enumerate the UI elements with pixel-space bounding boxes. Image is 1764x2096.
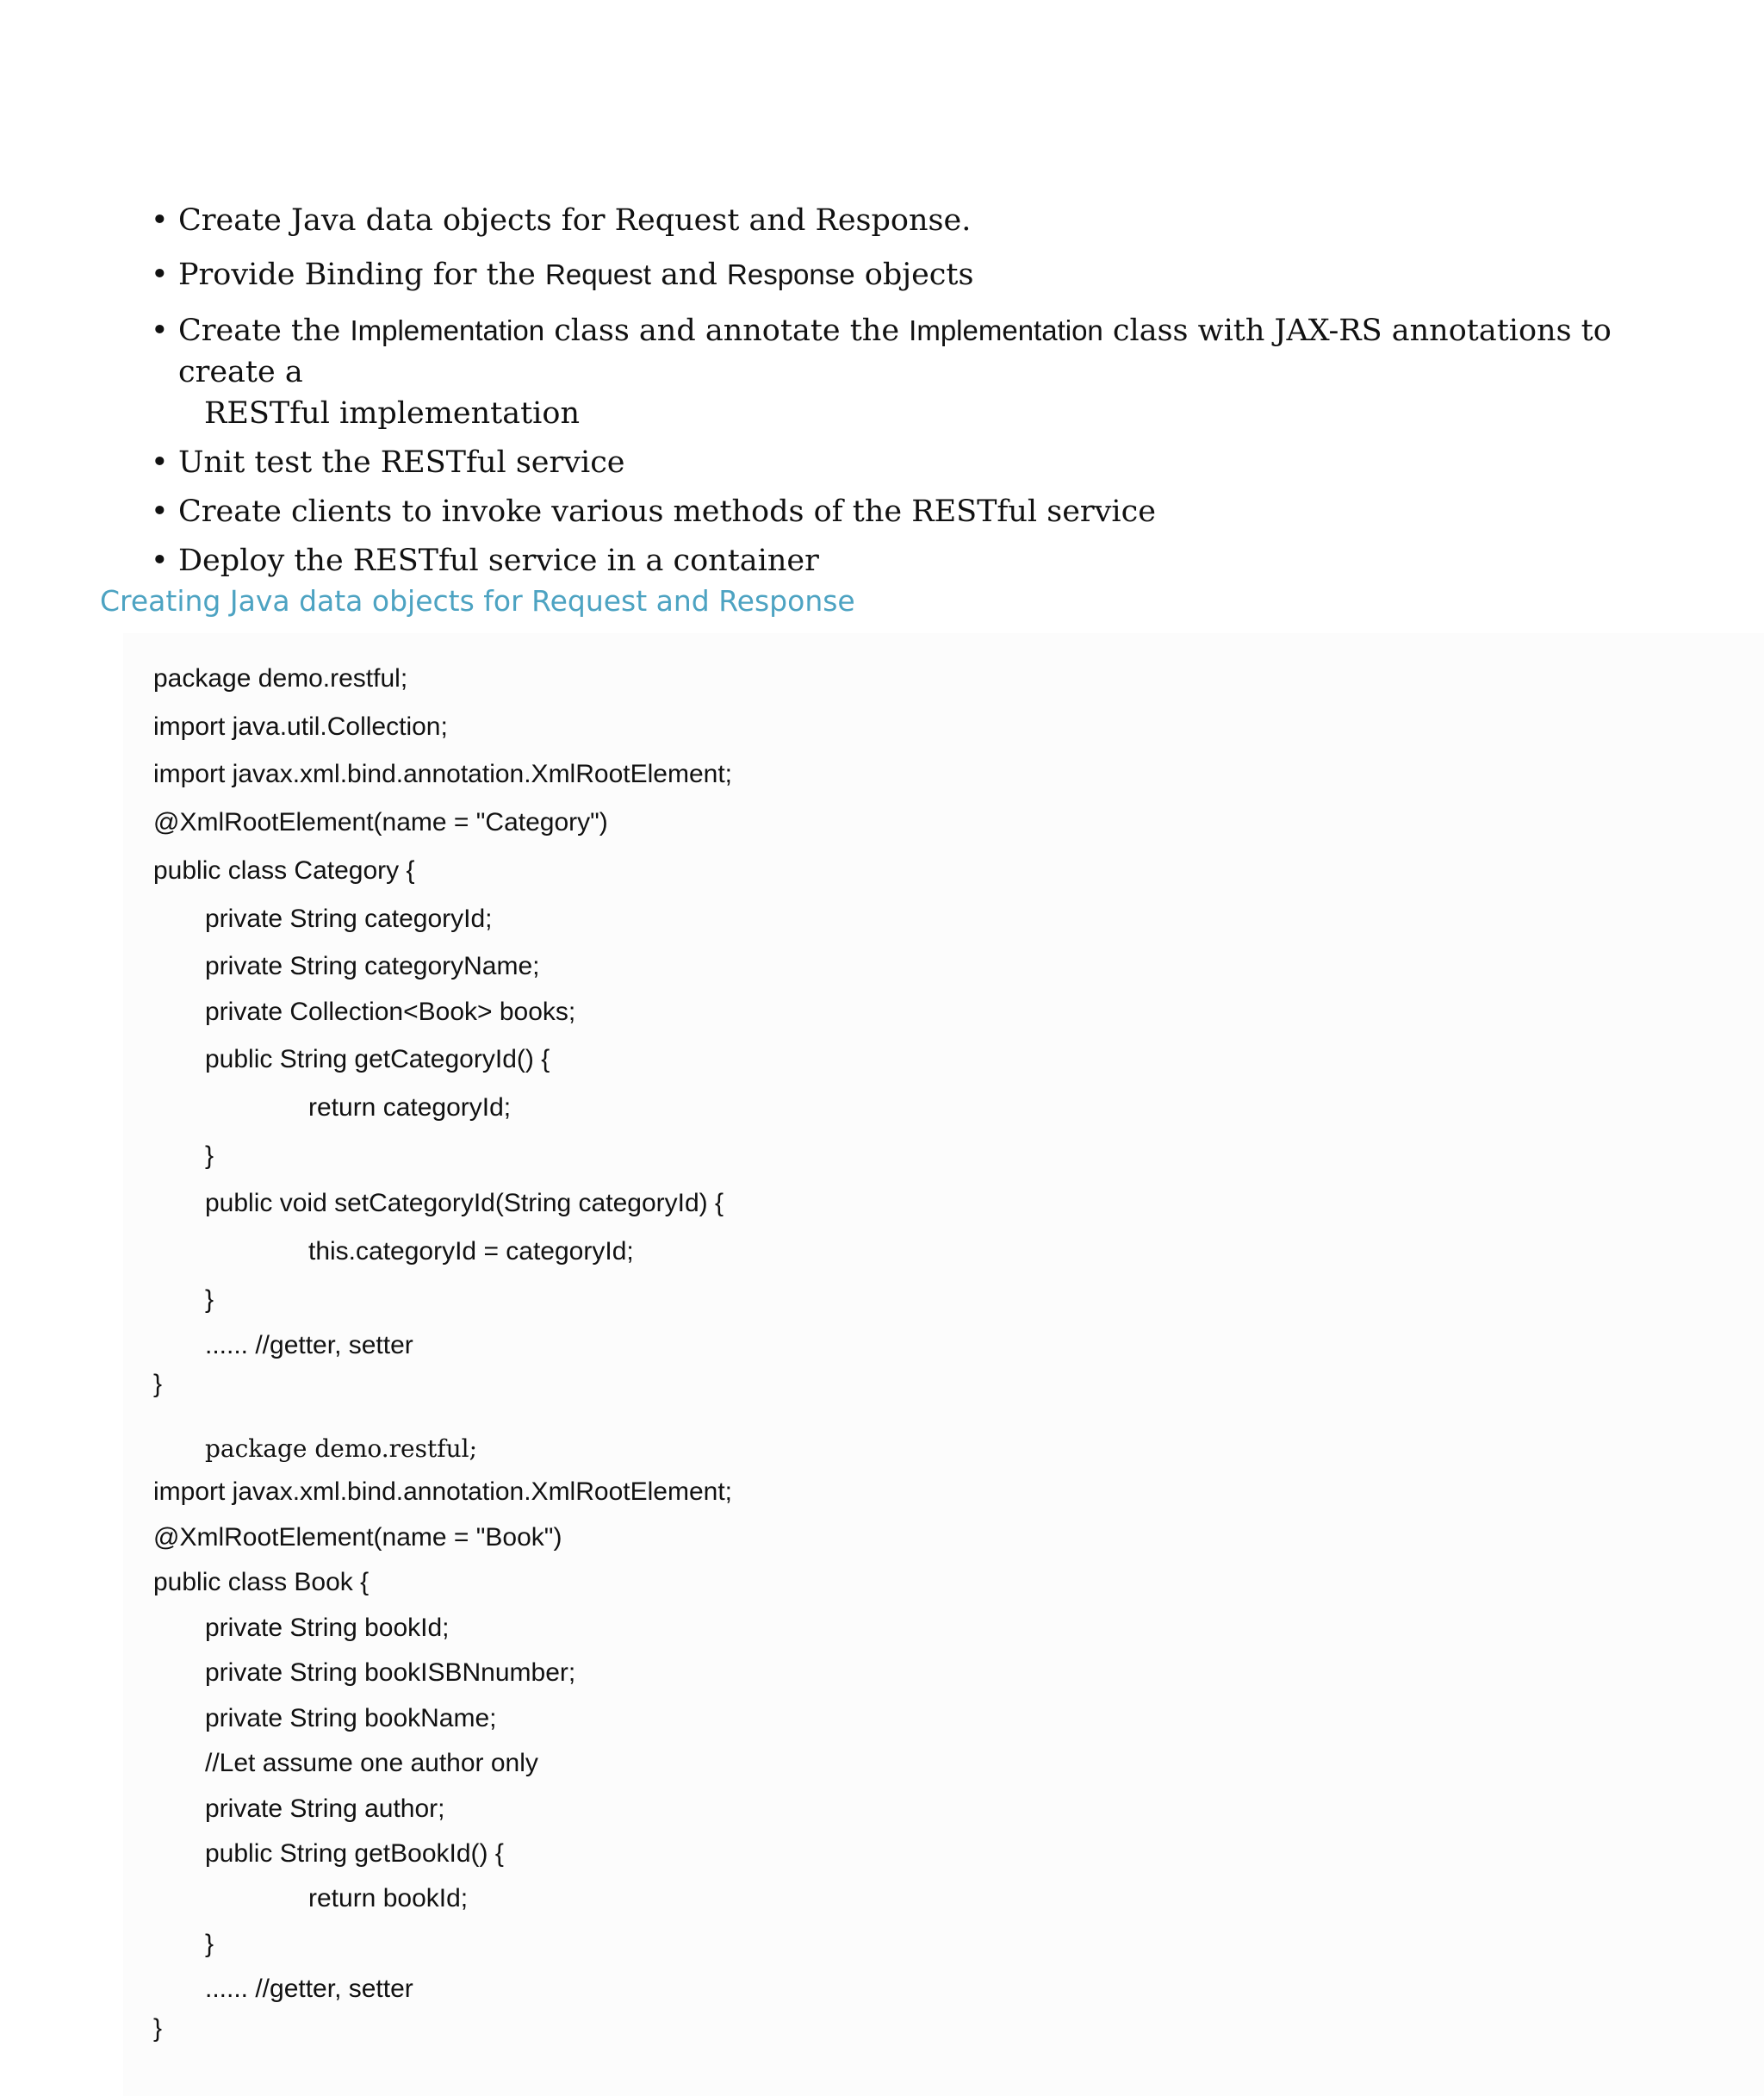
code-line: public class Category { — [153, 856, 415, 885]
code-line: this.categoryId = categoryId; — [308, 1237, 634, 1266]
code-line: } — [205, 1141, 214, 1170]
code-line: return categoryId; — [308, 1093, 512, 1122]
list-item — [151, 491, 1632, 532]
bullet-text: and — [650, 258, 728, 292]
code-line: @XmlRootElement(name = "Book") — [153, 1523, 562, 1552]
code-line: private String categoryId; — [205, 905, 493, 933]
bullet-continuation: RESTful implementation — [204, 396, 580, 431]
code-line: //Let assume one author only — [205, 1749, 538, 1777]
code-line: @XmlRootElement(name = "Category") — [153, 808, 608, 837]
code-term: Request — [545, 258, 651, 290]
bullet-text: Create Java data objects for Request and Response. — [178, 203, 972, 238]
bullet-text: class with JAX-RS annotations to create a — [178, 314, 1612, 389]
code-line: public class Book { — [153, 1568, 370, 1596]
code-line: private Collection<Book> books; — [205, 998, 576, 1026]
code-term: Implementation — [909, 314, 1103, 346]
code-line: ...... //getter, setter — [205, 1331, 413, 1359]
code-line: } — [205, 1930, 214, 1958]
bullet-text: Create clients to invoke various methods of the RESTful service — [178, 494, 1156, 529]
list-item — [151, 310, 1632, 434]
bullet-text: objects — [854, 258, 974, 292]
code-line: return bookId; — [308, 1884, 469, 1913]
list-item — [151, 442, 1632, 483]
code-line: private String bookName; — [205, 1704, 497, 1732]
code-line: private String bookId; — [205, 1614, 450, 1642]
code-term: Implementation — [350, 314, 545, 346]
code-line: import java.util.Collection; — [153, 712, 448, 741]
bullet-text: Provide Binding for the — [178, 258, 546, 292]
steps-list — [151, 200, 1632, 582]
code-line: import javax.xml.bind.annotation.XmlRootElement; — [153, 760, 732, 788]
bullet-text: class and annotate the — [544, 314, 910, 348]
bullet-icon: • — [151, 203, 169, 238]
code-line: } — [205, 1285, 214, 1314]
bullet-icon: • — [151, 258, 169, 292]
code-line: ...... //getter, setter — [205, 1975, 413, 2003]
code-line: public String getCategoryId() { — [205, 1045, 550, 1073]
code-line: private String author; — [205, 1794, 445, 1823]
bullet-icon: • — [151, 544, 169, 578]
code-line: package demo.restful; — [205, 1434, 478, 1463]
bullet-icon: • — [151, 314, 169, 348]
bullet-text: Create the — [178, 314, 351, 348]
list-item — [151, 540, 1632, 582]
code-line: package demo.restful; — [153, 664, 408, 693]
code-line: import javax.xml.bind.annotation.XmlRootElement; — [153, 1477, 732, 1506]
bullet-icon: • — [151, 494, 169, 529]
list-item — [151, 200, 1632, 241]
code-line: private String bookISBNnumber; — [205, 1658, 576, 1687]
code-term: Response — [727, 258, 855, 290]
code-line: } — [153, 1370, 163, 1398]
bullet-text: Unit test the RESTful service — [178, 445, 625, 480]
code-line: public void setCategoryId(String categoryId) { — [205, 1189, 724, 1217]
bullet-icon: • — [151, 445, 169, 480]
code-line: public String getBookId() { — [205, 1839, 504, 1868]
code-line: } — [153, 2014, 163, 2043]
code-block — [123, 633, 1764, 2096]
bullet-text: Deploy the RESTful service in a container — [178, 544, 819, 578]
list-item — [151, 254, 1632, 295]
code-line: private String categoryName; — [205, 952, 540, 980]
section-heading: Creating Java data objects for Request and Response — [100, 584, 855, 618]
